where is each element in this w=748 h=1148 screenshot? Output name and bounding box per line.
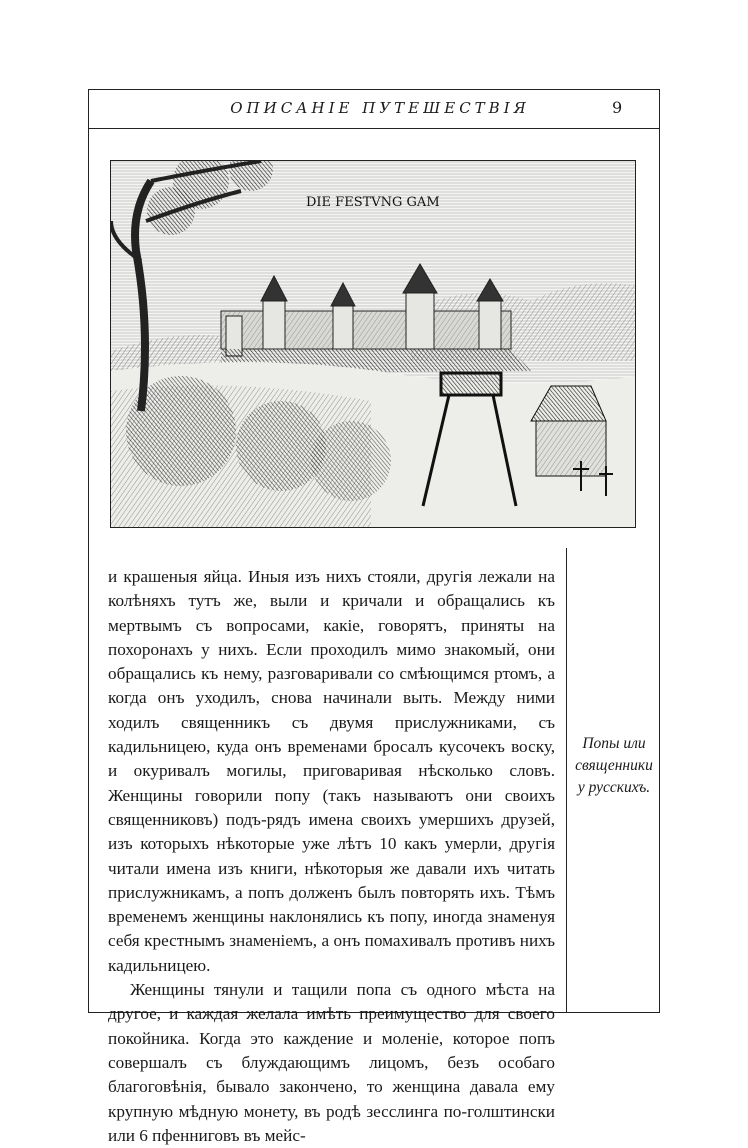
page-number: 9 <box>612 98 623 117</box>
body-text <box>108 565 555 1148</box>
running-title: ОПИСАНІЕ ПУТЕШЕСТВІЯ <box>230 99 530 117</box>
margin-rule <box>566 548 567 1013</box>
paragraph-1: и крашеныя яйца. Иныя изъ нихъ стояли, другія лежали на колѣняхъ тутъ же, выли и кричали и обращались къ мертвымъ съ вопросами, какіе, говорятъ, приняты на похоронахъ у нихъ. Если проходилъ мимо знакомый, они обращались къ нему, разговаривали со смѣющимся ртомъ, а когда онъ уходилъ, снова начинали выть. Между ними ходилъ священникъ съ двумя прислужниками, съ кадильницею, куда онъ временами бросалъ кусочекъ воску, и окуривалъ могилы, приговаривая нѣсколько словъ. Женщины говорили попу (такъ называютъ они своихъ священниковъ) подъ-рядъ имена своихъ умершихъ друзей, изъ которыхъ нѣкоторые уже лѣтъ 10 какъ умерли, другія читали имена изъ книги, нѣкоторыя же давали ихъ читать прислужникамъ, а попъ долженъ былъ повторять ихъ. Тѣмъ временемъ женщины наклонялись къ попу, иногда знаменуя себя крестнымъ знаменіемъ, а онъ помахивалъ противъ нихъ кадильницею. <box>108 567 555 975</box>
header-rule <box>88 128 660 129</box>
paragraph-2: Женщины тянули и тащили попа съ одного мѣста на другое, и каждая желала имѣть преимущество для своего покойника. Когда это каждение и моленіе, которое попъ совершалъ съ блуждающимъ лицомъ, безъ особаго благоговѣнія, бывало закончено, то женщина давала ему крупную мѣдную монету, въ родѣ зесслинга по-голштински или 6 пфенниговъ въ мейс- <box>108 980 555 1145</box>
fortress-engraving <box>110 160 636 528</box>
margin-note: Попы или священники у русскихъ. <box>575 735 653 796</box>
engraving-caption: DIE FESTVNG GAM <box>306 195 440 210</box>
